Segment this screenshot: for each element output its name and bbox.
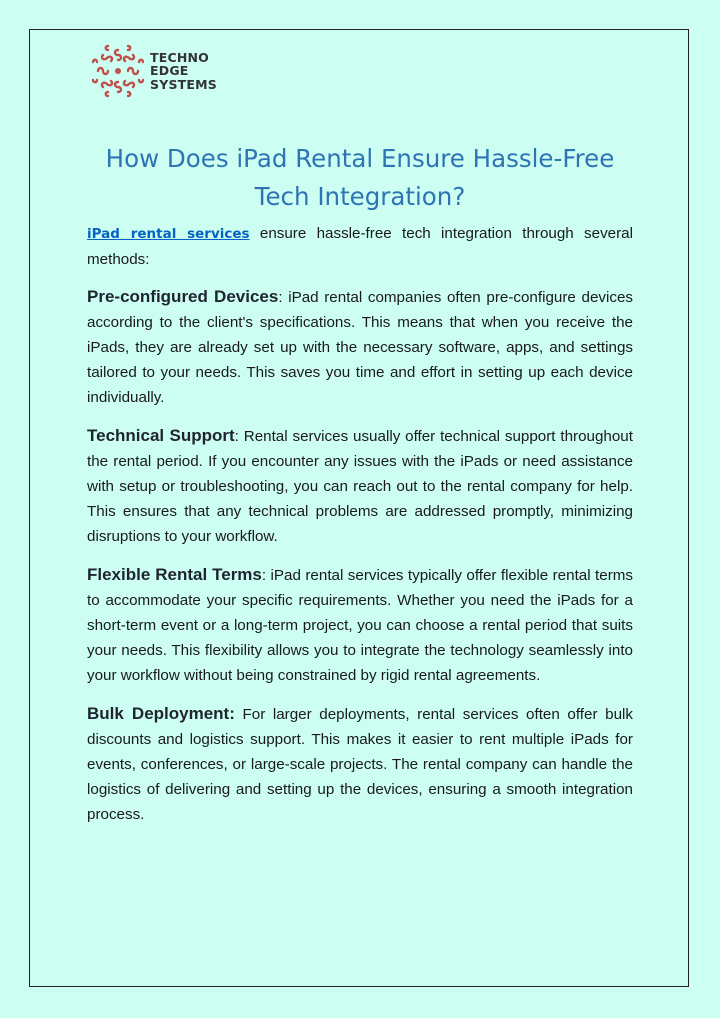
section-text: For larger deployments, rental services often offer bulk discounts and logistics support. This makes it easier to rent multiple iPads for events, conferences, or large-scale projects. The rental company can handle the logistics of delivering and setting up the devices, ensuring a smooth integration process. xyxy=(87,706,633,823)
section-heading: Pre-configured Devices xyxy=(87,287,279,306)
section-pre-configured-devices xyxy=(87,284,633,410)
section-text: iPad rental services typically offer flexible rental terms to accommodate your specific requirements. Whether you need the iPads for a short-term event or a long-term project, you can choose a rental period that suits your needs. This flexibility allows you to integrate the technology seamlessly into your workflow without being constrained by rigid rental agreements. xyxy=(87,567,633,684)
section-flexible-rental-terms xyxy=(87,562,633,688)
section-text: Rental services usually offer technical support throughout the rental period. If you encounter any issues with the iPads or need assistance with setup or troubleshooting, you can reach out to the rental company for help. This ensures that any technical problems are addressed promptly, minimizing disruptions to your workflow. xyxy=(87,428,633,545)
section-technical-support xyxy=(87,423,633,549)
logo-line-1: TECHNO xyxy=(150,49,209,65)
section-bulk-deployment xyxy=(87,701,633,827)
company-logo[interactable] xyxy=(90,42,217,100)
section-separator: : xyxy=(234,428,239,445)
section-heading: Technical Support xyxy=(87,426,235,445)
logo-wordmark xyxy=(150,51,217,92)
intro-paragraph xyxy=(87,221,633,272)
section-heading: Bulk Deployment: xyxy=(87,704,235,723)
section-text: iPad rental companies often pre-configure devices according to the client's specifications. This means that when you receive the iPads, they are already set up with the necessary software, apps, and settings tailored to your needs. This saves you time and effort in setting up each device individually. xyxy=(87,289,633,406)
logo-line-2: EDGE xyxy=(150,63,189,79)
intro-text: ensure hassle-free tech integration through several methods: xyxy=(87,225,634,268)
article-body xyxy=(87,221,633,840)
ipad-rental-services-link[interactable]: iPad rental services xyxy=(87,226,250,242)
section-heading: Flexible Rental Terms xyxy=(87,565,262,584)
logo-mark-icon xyxy=(90,42,146,100)
section-separator: : xyxy=(261,567,267,584)
page-title: How Does iPad Rental Ensure Hassle-Free Tech Integration? xyxy=(105,144,615,211)
section-separator: : xyxy=(278,289,283,306)
logo-line-3: SYSTEMS xyxy=(150,76,217,92)
